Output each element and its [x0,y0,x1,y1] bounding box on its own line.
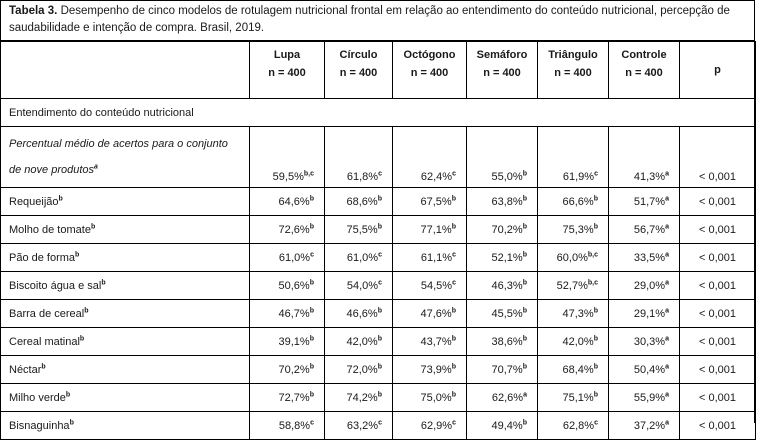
cell-value: 56,7% [633,223,666,236]
value-cell [538,188,609,216]
cell-value: 50,6% [278,279,310,292]
cell-value: 63,2% [346,419,379,432]
row-label-text: Néctar [9,363,42,376]
row-label-text: Cereal matinal [9,335,80,348]
value-cell [538,300,609,328]
value-cell [325,356,393,384]
cell-value: 72,7% [278,391,310,404]
value-cell [393,216,467,244]
cell-value: 45,5% [491,307,523,320]
cell-superscript: b [522,278,527,286]
cell-value: 33,5% [633,251,666,264]
value-cell [325,272,393,300]
p-value-cell: < 0,001 [680,412,756,440]
cell-value: 29,0% [633,279,666,292]
cell-value: 55,9% [633,391,666,404]
cell-value: 47,3% [562,307,594,320]
cell-value: 30,3% [633,335,666,348]
p-value-cell: < 0,001 [680,384,756,412]
row-label-text: Barra de cereal [9,307,85,320]
cell-value: 75,5% [346,223,378,236]
value-cell [538,127,609,188]
cell-value: 68,4% [562,363,594,376]
cell-superscript: c [310,250,314,258]
cell-superscript: b [451,222,456,230]
cell-superscript: b [309,334,314,342]
value-cell [467,384,538,412]
value-cell [325,300,393,328]
cell-value: 39,1% [278,335,310,348]
cell-superscript: c [452,170,456,178]
cell-superscript: b [593,390,598,398]
cell-superscript: c [452,278,456,286]
table-row [1,412,756,440]
cell-value: 46,3% [491,279,523,292]
value-cell [393,356,467,384]
cell-value: 41,3% [633,171,666,183]
value-cell [609,300,680,328]
cell-superscript: c [378,250,382,258]
col-n: n = 400 [410,67,449,79]
value-cell [250,412,325,440]
cell-superscript: b [377,306,382,314]
header-col-1 [325,42,393,99]
cell-superscript: b,c [303,170,314,178]
value-cell [609,216,680,244]
cell-superscript: b [309,278,314,286]
cell-superscript: a [665,306,669,314]
value-cell [250,300,325,328]
table-row [1,300,756,328]
value-cell [393,384,467,412]
cell-superscript: a [665,418,669,426]
cell-superscript: a [665,250,669,258]
row-label [1,412,250,440]
col-n: n = 400 [625,67,663,79]
cell-superscript: a [665,278,669,286]
cell-superscript: a [523,390,527,398]
col-name: Semáforo [476,49,528,61]
row-label-text: Pão de forma [9,251,76,264]
cell-value: 74,2% [346,391,378,404]
value-cell [393,188,467,216]
cell-value: 46,7% [278,307,310,320]
row-label [1,188,250,216]
col-name: Círculo [339,49,378,61]
cell-value: 63,8% [491,195,523,208]
cell-superscript: c [594,170,598,178]
cell-value: 62,8% [562,419,595,432]
row-label-sup: b [90,222,96,230]
row-label [1,300,250,328]
cell-value: 43,7% [420,335,452,348]
p-value-cell: < 0,001 [680,216,756,244]
row-label-text: Requeijão [9,195,59,208]
value-cell [467,216,538,244]
caption-text: Desempenho de cinco modelos de rotulagem nutricional frontal em relação ao entendimento do conteúdo nutricional, percepção de saudabilidade e intenção de compra. Brasil, 2019. [9,5,730,34]
cell-value: 49,4% [491,419,523,432]
cell-value: 29,1% [633,307,666,320]
value-cell [467,412,538,440]
row-label [1,127,250,188]
header-blank [1,42,250,99]
cell-value: 70,7% [491,363,523,376]
row-label-sup: a [94,163,98,171]
header-col-2 [393,42,467,99]
header-p: p [680,42,756,99]
cell-value: 61,1% [420,251,453,264]
header-col-5 [609,42,680,99]
cell-value: 67,5% [420,195,452,208]
p-value-cell: < 0,001 [680,300,756,328]
value-cell [393,300,467,328]
cell-superscript: b [377,362,382,370]
table-row [1,384,756,412]
value-cell [393,328,467,356]
cell-superscript: a [665,194,669,202]
p-value-cell: < 0,001 [680,328,756,356]
row-label-text: Percentual médio de acertos para o conjunto de nove produtos [9,138,228,176]
cell-value: 52,7% [556,279,588,292]
cell-superscript: b [522,222,527,230]
cell-value: 37,2% [633,419,666,432]
cell-value: 58,8% [278,419,311,432]
data-table [0,41,756,440]
value-cell [250,272,325,300]
cell-superscript: b [451,390,456,398]
cell-value: 75,1% [562,391,594,404]
row-label [1,384,250,412]
cell-value: 55,0% [491,171,523,183]
cell-value: 62,6% [491,391,524,404]
cell-value: 47,6% [420,307,452,320]
value-cell [609,356,680,384]
cell-value: 54,5% [420,279,453,292]
value-cell [393,127,467,188]
value-cell [250,244,325,272]
row-label-sup: b [101,278,106,286]
p-value-cell: < 0,001 [680,244,756,272]
cell-value: 70,2% [278,363,310,376]
row-label [1,356,250,384]
cell-value: 54,0% [346,279,379,292]
header-row [1,42,756,99]
cell-superscript: b [377,194,382,202]
cell-superscript: b [522,334,527,342]
table-row [1,188,756,216]
value-cell [250,216,325,244]
value-cell [609,412,680,440]
cell-superscript: a [665,362,669,370]
value-cell [609,244,680,272]
value-cell [393,272,467,300]
value-cell [250,328,325,356]
cell-superscript: b [309,362,314,370]
cell-value: 46,6% [346,307,378,320]
cell-value: 61,9% [562,171,595,183]
cell-superscript: b [593,334,598,342]
row-label-sup: b [69,418,74,426]
cell-superscript: b [309,222,314,230]
p-value-cell: < 0,001 [680,188,756,216]
value-cell [609,328,680,356]
value-cell [467,188,538,216]
header-col-4 [538,42,609,99]
table-row [1,272,756,300]
col-name: Triângulo [548,49,598,61]
cell-value: 42,0% [562,335,594,348]
cell-value: 66,6% [562,195,594,208]
table-row [1,127,756,188]
cell-superscript: b [593,194,598,202]
cell-superscript: b [593,306,598,314]
cell-superscript: c [378,170,382,178]
row-label-text: Bisnaguinha [9,419,70,432]
cell-value: 59,5% [272,171,304,183]
section-title: Entendimento do conteúdo nutricional [1,99,756,127]
header-col-3 [467,42,538,99]
value-cell [609,127,680,188]
cell-superscript: c [594,418,598,426]
value-cell [609,188,680,216]
section-row [1,99,756,127]
value-cell [609,384,680,412]
row-label-text: Milho verde [9,391,66,404]
cell-superscript: b [522,194,527,202]
cell-superscript: c [452,250,456,258]
cell-superscript: b [522,250,527,258]
row-label [1,216,250,244]
row-label-sup: b [41,362,46,370]
value-cell [250,384,325,412]
row-label [1,244,250,272]
value-cell [467,356,538,384]
cell-superscript: b [451,334,456,342]
cell-value: 73,9% [420,363,452,376]
cell-superscript: b [593,222,598,230]
value-cell [538,356,609,384]
col-name: Lupa [273,49,301,61]
cell-superscript: a [665,390,669,398]
cell-superscript: b [309,306,314,314]
cell-value: 61,0% [346,251,379,264]
col-n: n = 400 [554,67,592,79]
value-cell [538,244,609,272]
value-cell [467,272,538,300]
value-cell [467,244,538,272]
cell-superscript: b [593,362,598,370]
row-label [1,328,250,356]
value-cell [325,384,393,412]
p-value-cell: < 0,001 [680,356,756,384]
col-n: n = 400 [339,67,378,79]
cell-superscript: c [378,418,382,426]
value-cell [609,272,680,300]
row-label-sup: b [84,306,89,314]
cell-superscript: b [522,306,527,314]
cell-superscript: b [377,222,382,230]
row-label-text: Biscoito água e sal [9,279,102,292]
value-cell [467,300,538,328]
cell-superscript: b [451,306,456,314]
cell-value: 61,8% [346,171,379,183]
cell-value: 61,0% [278,251,311,264]
value-cell [250,356,325,384]
cell-superscript: b [377,334,382,342]
value-cell [538,216,609,244]
value-cell [538,272,609,300]
p-value-cell: < 0,001 [680,127,756,188]
cell-value: 72,0% [346,363,378,376]
cell-value: 75,0% [420,391,452,404]
value-cell [538,412,609,440]
caption-label: Tabela 3. [9,5,58,17]
cell-superscript: b [522,362,527,370]
table-row [1,216,756,244]
table-row [1,244,756,272]
value-cell [393,412,467,440]
p-value-cell: < 0,001 [680,272,756,300]
cell-value: 51,7% [633,195,666,208]
cell-value: 77,1% [420,223,452,236]
row-label-text: Molho de tomate [9,223,91,236]
cell-value: 62,9% [420,419,453,432]
cell-superscript: a [665,222,669,230]
cell-value: 52,1% [491,251,523,264]
cell-value: 75,3% [562,223,594,236]
cell-superscript: b [522,170,527,178]
cell-superscript: a [665,170,669,178]
cell-value: 38,6% [491,335,523,348]
row-label [1,272,250,300]
cell-superscript: b [309,390,314,398]
value-cell [538,384,609,412]
value-cell [538,328,609,356]
cell-superscript: c [452,418,456,426]
cell-value: 64,6% [278,195,310,208]
cell-superscript: b,c [587,278,598,286]
cell-superscript: b [377,390,382,398]
row-label-sup: b [75,250,80,258]
cell-superscript: a [665,334,669,342]
value-cell [325,328,393,356]
cell-superscript: c [310,418,314,426]
value-cell [467,127,538,188]
cell-value: 60,0% [556,251,588,264]
cell-superscript: b [451,194,456,202]
col-name: Controle [621,49,667,61]
cell-value: 70,2% [491,223,523,236]
table-caption [1,1,754,41]
cell-value: 42,0% [346,335,378,348]
cell-superscript: c [378,278,382,286]
table-row [1,356,756,384]
value-cell [250,127,325,188]
cell-value: 72,6% [278,223,310,236]
value-cell [325,412,393,440]
header-col-0 [250,42,325,99]
col-name: Octógono [403,49,456,61]
value-cell [325,216,393,244]
value-cell [325,244,393,272]
row-label-sup: b [58,194,63,202]
cell-value: 50,4% [633,363,666,376]
value-cell [325,127,393,188]
cell-superscript: b [309,194,314,202]
value-cell [325,188,393,216]
value-cell [250,188,325,216]
value-cell [467,328,538,356]
row-label-sup: b [79,334,85,342]
cell-superscript: b,c [587,250,598,258]
row-label-sup: b [65,390,71,398]
cell-value: 62,4% [420,171,453,183]
cell-superscript: b [522,418,527,426]
cell-value: 68,6% [346,195,378,208]
table-row [1,328,756,356]
col-n: n = 400 [268,67,306,79]
col-n: n = 400 [483,67,521,79]
value-cell [393,244,467,272]
cell-superscript: b [451,362,456,370]
